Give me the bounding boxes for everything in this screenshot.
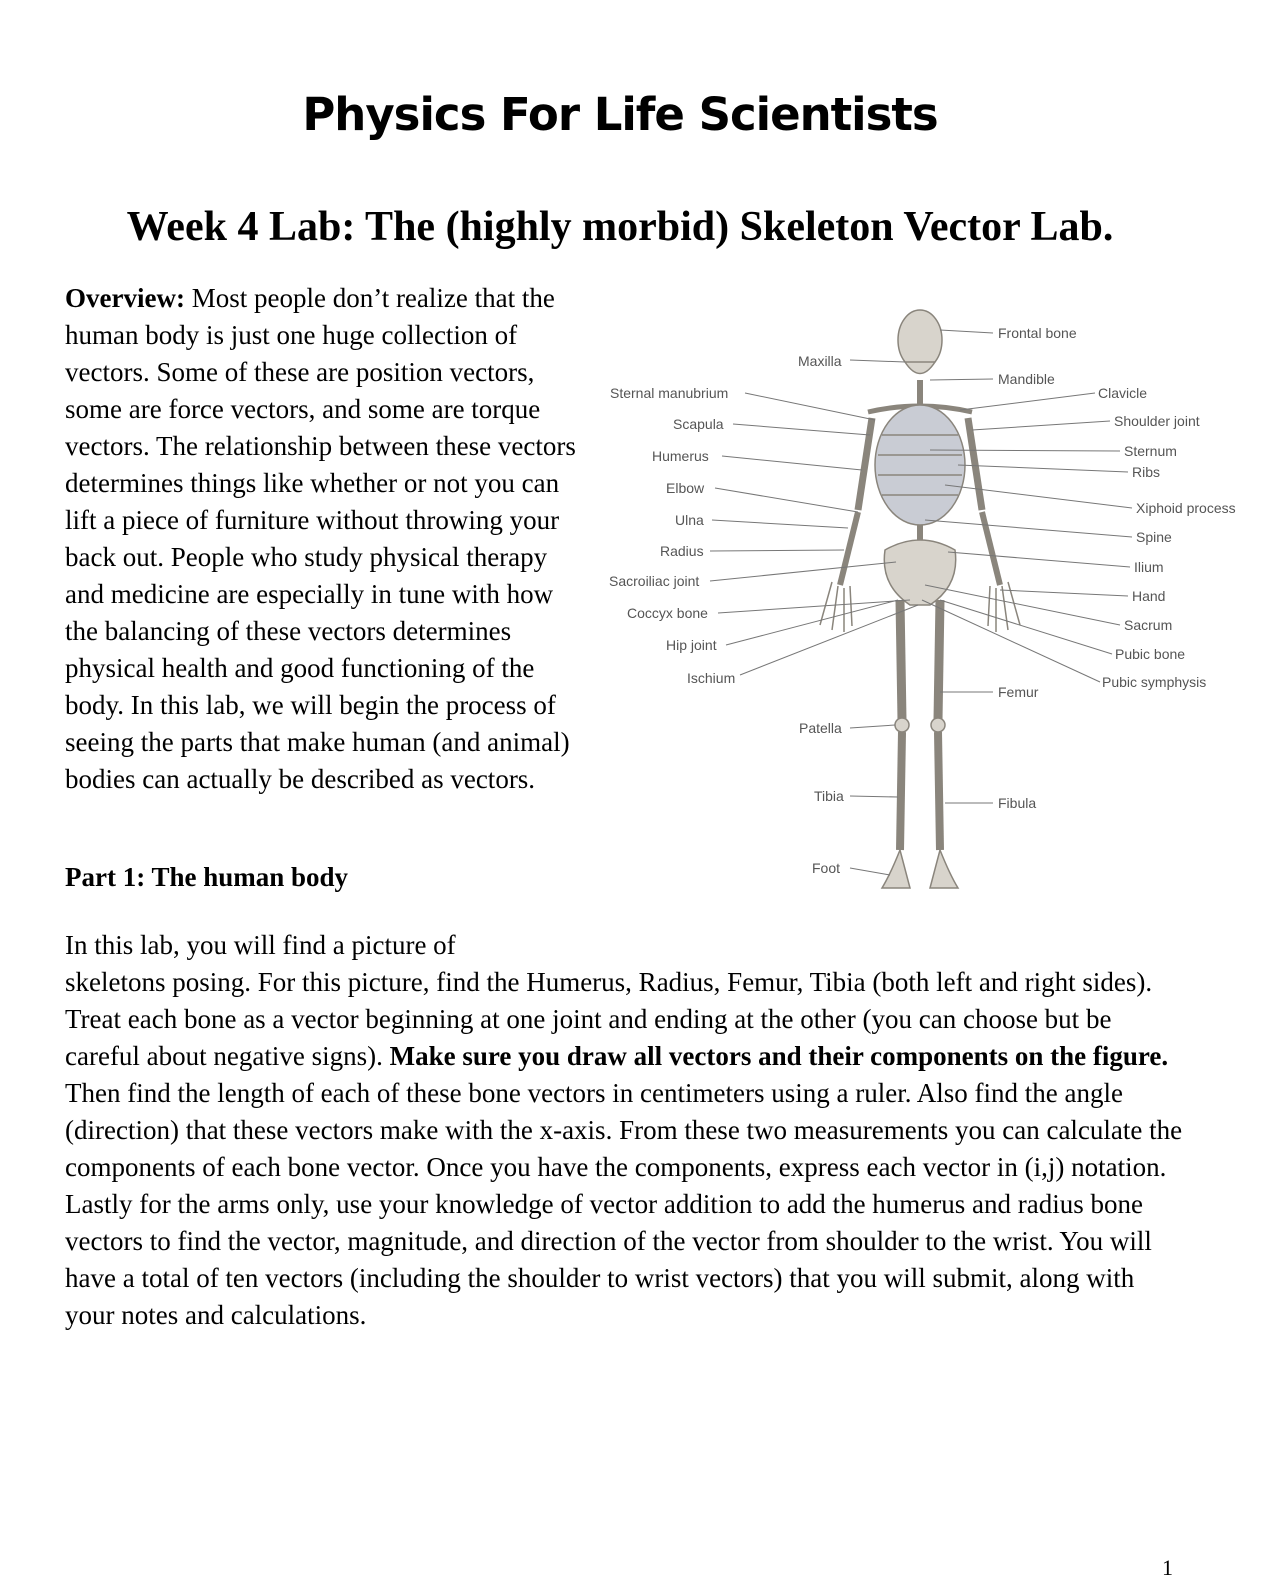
label-hand: Hand (1132, 588, 1166, 604)
label-elbow: Elbow (666, 480, 705, 496)
skull (898, 310, 942, 370)
label-patella: Patella (799, 720, 842, 736)
jaw (905, 362, 935, 374)
part1-text-b: Then find the length of each of these bone vectors in centimeters using a ruler. Also find the angle (direction) that these vectors make with the x-axis. From these two measurements you can calculate the components of each bone vector. Once you have the components, express each vector in (i,j) notation. Lastly for the arms only, use your knowledge of vector addition to add the humerus and radius bone vectors to find the vector, magnitude, and direction of the vector from shoulder to the wrist. You will have a total of ten vectors (including the shoulder to wrist vectors) that you will submit, along with your notes and calculations. (65, 1078, 1183, 1330)
skeleton-figure (600, 300, 1260, 900)
label-tibia: Tibia (814, 788, 844, 804)
right-foot (930, 850, 958, 888)
overview-paragraph (65, 280, 590, 798)
left-humerus (858, 418, 872, 510)
overview-label: Overview: (65, 283, 185, 313)
label-sternum: Sternum (1124, 443, 1177, 459)
left-tibia (900, 732, 902, 850)
part1-heading: Part 1: The human body (65, 862, 349, 892)
label-clavicle: Clavicle (1098, 385, 1148, 401)
label-scapula: Scapula (673, 416, 724, 432)
right-humerus (968, 418, 982, 510)
label-frontal-bone: Frontal bone (998, 325, 1077, 341)
label-ribs: Ribs (1132, 464, 1161, 480)
right-tibia (938, 732, 940, 850)
label-foot: Foot (812, 860, 841, 876)
label-xiphoid-process: Xiphoid process (1136, 500, 1236, 516)
label-sternal-manubrium: Sternal manubrium (610, 385, 729, 401)
part1-instructions (65, 927, 1190, 1334)
left-femur (900, 600, 902, 720)
right-hand (988, 582, 1020, 632)
left-hand (820, 582, 852, 632)
label-radius: Radius (660, 543, 704, 559)
right-patella (931, 718, 945, 732)
label-ilium: Ilium (1134, 559, 1164, 575)
label-sacrum: Sacrum (1124, 617, 1173, 633)
label-mandible: Mandible (998, 371, 1055, 387)
label-ischium: Ischium (687, 670, 736, 686)
label-maxilla: Maxilla (798, 353, 842, 369)
page-number: 1 (1162, 1555, 1173, 1580)
label-coccyx-bone: Coccyx bone (627, 605, 708, 621)
rib-cage (875, 405, 965, 525)
label-pubic-bone: Pubic bone (1115, 646, 1186, 662)
label-pubic-symphysis: Pubic symphysis (1102, 674, 1207, 690)
left-radius (840, 512, 858, 585)
part1-bold-instruction: Make sure you draw all vectors and their components on the figure. (389, 1041, 1169, 1071)
part1-lead: In this lab, you will find a picture of (65, 930, 456, 960)
left-patella (895, 718, 909, 732)
skeleton-drawing (820, 310, 1020, 888)
lab-title: Week 4 Lab: The (highly morbid) Skeleton Vector Lab. (126, 204, 1114, 250)
part1-text-a: skeletons posing. For this picture, find the Humerus, Radius, Femur, Tibia (both left and right sides). Treat each bone as a vector beginning at one joint and ending at the other (you can choose but be careful about negative signs). (65, 967, 1153, 1071)
label-fibula: Fibula (998, 795, 1037, 811)
left-foot (882, 850, 910, 888)
pelvis (884, 540, 955, 605)
label-shoulder-joint: Shoulder joint (1114, 413, 1200, 429)
course-title: Physics For Life Scientists (302, 88, 938, 141)
right-radius (982, 512, 1000, 585)
right-femur (938, 600, 940, 720)
label-spine: Spine (1136, 529, 1172, 545)
label-ulna: Ulna (675, 512, 704, 528)
label-sacroiliac-joint: Sacroiliac joint (609, 573, 700, 589)
label-femur: Femur (998, 684, 1039, 700)
label-humerus: Humerus (652, 448, 709, 464)
overview-text: Most people don’t realize that the human body is just one huge collection of vectors. Some of these are position vectors, some are force vectors, and some are torque vectors. The relationship between these vectors determines things like whether or not you can lift a piece of furniture without throwing your back out. People who study physical therapy and medicine are especially in tune with how the balancing of these vectors determines physical health and good functioning of the body. In this lab, we will begin the process of seeing the parts that make human (and animal) bodies can actually be described as vectors. (65, 283, 576, 794)
label-hip-joint: Hip joint (666, 637, 717, 653)
